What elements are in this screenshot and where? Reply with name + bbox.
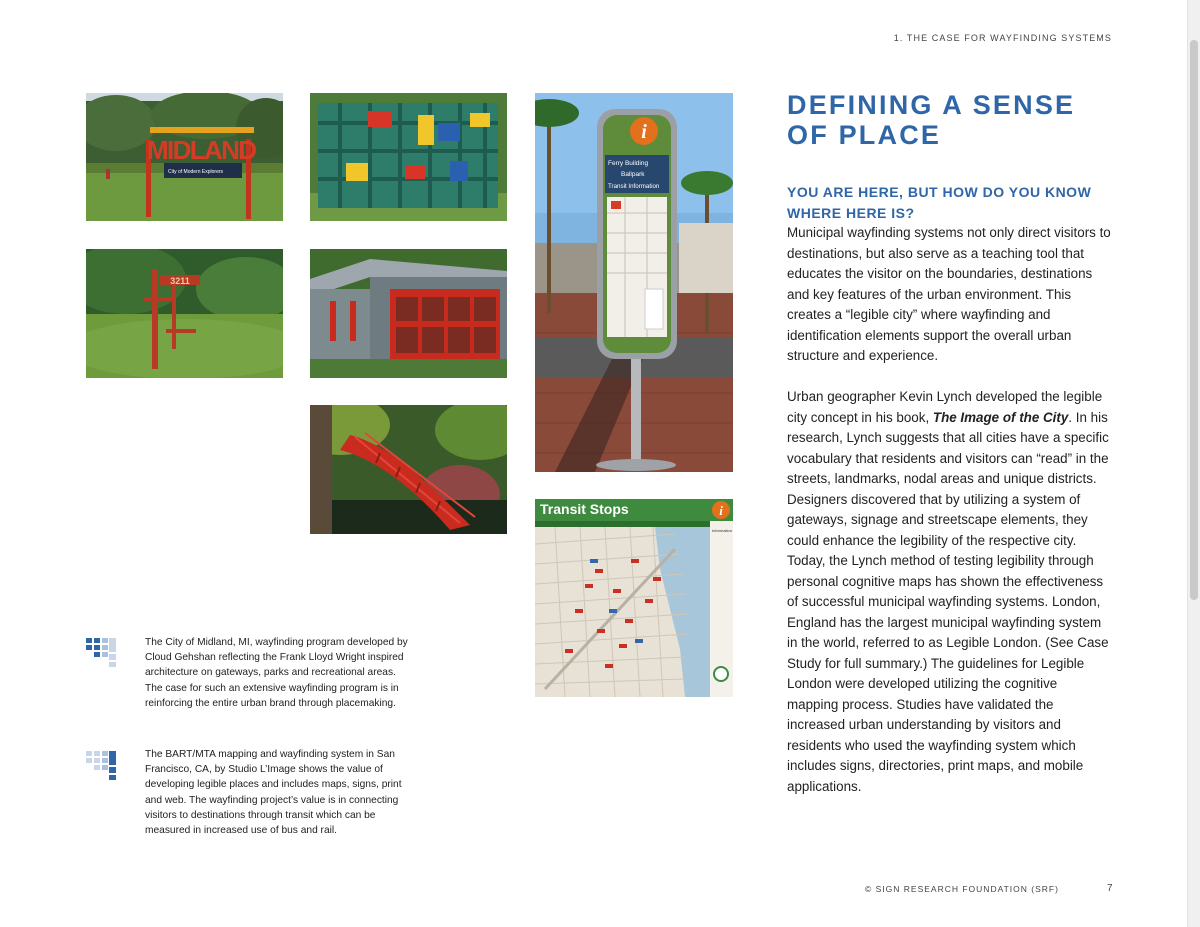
scrollbar[interactable] [1187, 0, 1200, 927]
page-title: DEFINING A SENSE OF PLACE [787, 90, 1076, 150]
caption-bart: The BART/MTA mapping and wayfinding system in San Francisco, CA, by Studio L’Image shows the value of developing legible places and includes maps, signs, print and web. The wayfinding project’s value is in connecting visitors to destinations through transit which can be measured in increased use of bus and rail. [145, 749, 402, 837]
map-title: Transit Stops [540, 501, 629, 517]
kiosk-dest-2: Ballpark [621, 171, 645, 178]
body-paragraph-2 [787, 387, 1112, 797]
photo-red-bridge [310, 405, 507, 534]
caption-marker-icon-midland [86, 638, 118, 673]
caption-midland: The City of Midland, MI, wayfinding program developed by Cloud Gehshan reflecting the Frank Lloyd Wright inspired architecture on gateways, parks and recreational areas. The case for such an extensive wayfinding program is in reinforcing the entire urban brand through placemaking. [145, 637, 408, 709]
photo-transit-map [535, 499, 733, 697]
page-number: 7 [1107, 883, 1113, 894]
footer-copyright: © SIGN RESEARCH FOUNDATION (SRF) [865, 884, 1059, 894]
midland-sign-word: MIDLAND [147, 135, 257, 165]
map-info-label: Information [712, 528, 733, 533]
kiosk-dest-3: Transit Information [608, 183, 660, 190]
scrollbar-thumb[interactable] [1190, 40, 1198, 600]
caption-marker-icon-bart [86, 751, 118, 786]
map-info-glyph: i [719, 503, 723, 518]
running-head: 1. THE CASE FOR WAYFINDING SYSTEMS [893, 33, 1112, 43]
body-paragraph-1: Municipal wayfinding systems not only direct visitors to destinations, but also serve as a teaching tool that educates the visitor on the boundaries, destinations and key features of the urban environment. This creates a “legible city” where wayfinding and identification elements support the overall urban structure and experience. [787, 225, 1111, 363]
photo-red-building [310, 249, 507, 378]
body-text [787, 223, 1112, 818]
paragraph-2-lead: Urban geographer Kevin Lynch developed the legible city concept in his book, [787, 389, 1103, 425]
photo-info-kiosk [535, 93, 733, 472]
photo-address-sign [86, 249, 283, 378]
kiosk-info-glyph: i [641, 121, 647, 143]
photo-play-structure [310, 93, 507, 221]
paragraph-2-rest: . In his research, Lynch suggests that all cities have a specific vocabulary that residents and visitors can “read” in the streets, landmarks, nodal areas and unique districts. Designers discovered that by utilizing a system of gateways, signage and streetscape elements, they could enhance the legibility of the respective city. Today, the Lynch method of testing legibility through personal cognitive maps has shown the effectiveness of successful municipal wayfinding systems. London, England has the largest municipal wayfinding system in the world, referred to as Legible London. (See Case Study for full summary.) The guidelines for Legible London were developed utilizing the cognitive mapping process. Studies have validated the increased urban understanding by visitors and residents who used the wayfinding system which includes signs, directories, print maps, and mobile applications. [787, 409, 1109, 794]
book-title: The Image of the City [932, 409, 1069, 425]
midland-sign-tagline: City of Modern Explorers [168, 169, 224, 175]
address-sign-number: 3211 [170, 276, 190, 286]
photo-midland-gateway-sign [86, 93, 283, 221]
section-subhead: YOU ARE HERE, BUT HOW DO YOU KNOW WHERE HERE IS? [787, 184, 1092, 221]
kiosk-dest-1: Ferry Building [608, 160, 649, 167]
